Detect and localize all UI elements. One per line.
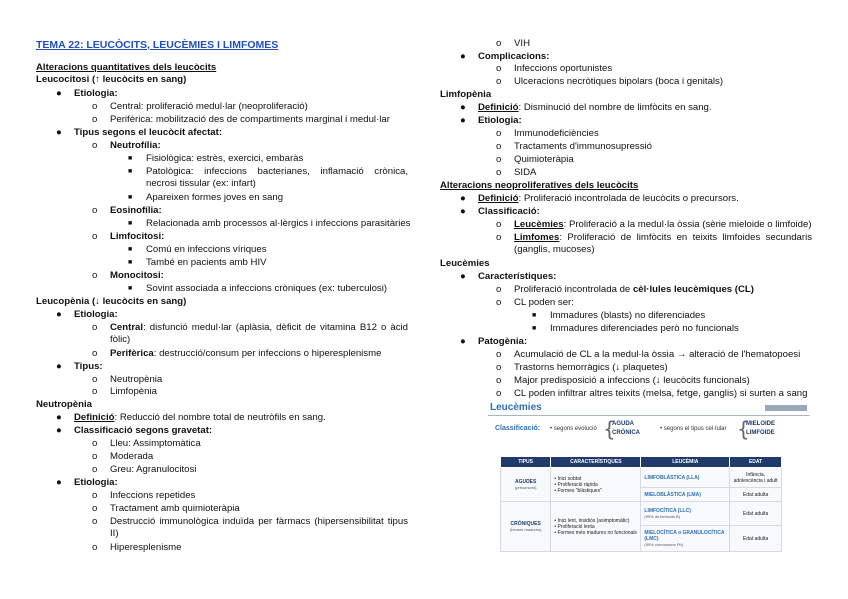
- list-item: Quimioteràpia: [514, 154, 574, 165]
- bullet-disc: ●: [56, 477, 62, 488]
- definicio-label: Definició: [478, 102, 519, 113]
- bullet-circle: o: [92, 490, 98, 501]
- patogenia-label: Patogènia:: [478, 336, 528, 347]
- periferica-text: : destrucció/consum per infeccions o hiperesplenisme: [153, 348, 382, 359]
- bullet-circle: o: [92, 114, 98, 125]
- list-item: Central: proliferació medul·lar (neoproliferació): [110, 101, 308, 112]
- list-item: Hiperesplenisme: [110, 542, 182, 553]
- leucemies-label: Leucèmies: [514, 219, 564, 230]
- bullet-square: ■: [128, 168, 133, 175]
- list-item: CL poden infiltrar altres teixits (melsa, fetge, ganglis) si surten a sang: [514, 388, 808, 399]
- bullet-circle: o: [92, 140, 98, 151]
- bullet-circle: o: [496, 38, 502, 49]
- logo: [765, 405, 807, 411]
- list-item: [514, 232, 812, 256]
- bullet-circle: o: [92, 542, 98, 553]
- divider: [488, 415, 810, 416]
- mieloide-label: MIELOIDE: [746, 421, 776, 427]
- list-item: [478, 102, 712, 114]
- list-item: Relacionada amb processos al·lèrgics i infeccions parasitàries: [146, 218, 411, 229]
- leucopenia-heading: Leucopènia (↓ leucòcits en sang): [36, 296, 187, 307]
- bullet-disc: ●: [56, 425, 62, 436]
- list-item: Comú en infeccions víriques: [146, 244, 267, 255]
- leucemia-name: LIMFOCÍTICA (LLC): [644, 508, 691, 514]
- bullet-disc: ●: [460, 51, 466, 62]
- bullet-circle: o: [92, 101, 98, 112]
- page-title: TEMA 22: LEUCÒCITS, LEUCÈMIES I LIMFOMES: [36, 39, 279, 51]
- bullet-circle: o: [496, 141, 502, 152]
- leucemia-sub: (95% de limfòcits B): [644, 514, 680, 519]
- bullet-circle: o: [92, 503, 98, 514]
- bullet-circle: o: [92, 348, 98, 359]
- classificacio-figure-label: Classificació:: [495, 425, 541, 432]
- leucemies-table: [500, 456, 782, 552]
- bullet-disc: ●: [460, 336, 466, 347]
- bullet-square: ■: [532, 312, 537, 319]
- aguda-label: AGUDA: [612, 421, 634, 427]
- edat-cell: Edat adulta: [730, 488, 782, 502]
- header-leucemia: LEUCÈMIA: [641, 457, 730, 468]
- definicio-text: : Proliferació incontrolada de leucòcits o precursors.: [518, 193, 739, 204]
- bullet-disc: ●: [460, 271, 466, 282]
- list-item: [514, 219, 812, 231]
- list-item: També en pacients amb HIV: [146, 257, 267, 268]
- bullet-square: ■: [128, 246, 133, 253]
- leucemia-name: MIELOCÍTICA o GRANULOCÍTICA (LMC): [644, 530, 725, 542]
- bullet-circle: o: [92, 374, 98, 385]
- list-item: Apareixen formes joves en sang: [146, 192, 284, 203]
- edat-cell: Edat adulta: [730, 526, 782, 552]
- leucemia-cell: MIELOBLÀSTICA (LMA): [641, 488, 730, 502]
- leucemies-text: : Proliferació a la medul·la òssia (sèrie mieloide o limfoide): [563, 219, 812, 230]
- list-item: Immunodeficiències: [514, 128, 599, 139]
- cronica-label: CRÒNICA: [612, 430, 640, 436]
- bullet-disc: ●: [460, 206, 466, 217]
- limfocitosi-label: Limfocitosi:: [110, 231, 165, 242]
- bullet-square: ■: [128, 220, 133, 227]
- header-caracteristiques: CARACTERÍSTIQUES: [551, 457, 641, 468]
- bullet-circle: o: [496, 167, 502, 178]
- limfopenia-heading: Limfopènia: [440, 89, 492, 100]
- list-item: CL poden ser:: [514, 297, 574, 308]
- list-item: VIH: [514, 38, 530, 49]
- tipus-name: AGUDES: [514, 479, 537, 485]
- caracteristica-item: • Inici sobtat: [554, 475, 582, 482]
- leucemia-cell: LIMFOBLÀSTICA (LLA): [641, 468, 730, 488]
- list-item: Sovint associada a infeccions cròniques (ex: tuberculosi): [146, 283, 388, 294]
- definicio-label: Definició: [74, 412, 115, 423]
- bullet-circle: o: [496, 388, 502, 399]
- limfomes-label: Limfomes: [514, 232, 560, 243]
- bullet-circle: o: [92, 322, 98, 333]
- list-item: Tractaments d'immunosupressió: [514, 141, 652, 152]
- list-item: Neutropènia: [110, 374, 163, 385]
- definicio-text: : Disminució del nombre de limfòcits en sang.: [518, 102, 712, 113]
- bullet-square: ■: [532, 325, 537, 332]
- list-item: SIDA: [514, 167, 537, 178]
- bullet-circle: o: [496, 63, 502, 74]
- central-label: Central: [110, 322, 144, 333]
- caracteristica-item: • Formes més madures no funcionals: [554, 529, 637, 536]
- list-item: [74, 412, 326, 424]
- bullet-circle: o: [92, 270, 98, 281]
- classificacio-gravetat-label: Classificació segons gravetat:: [74, 425, 213, 436]
- cl-term: cèl·lules leucèmiques (CL): [632, 284, 754, 295]
- list-item: [514, 284, 754, 296]
- eosinofilia-label: Eosinofília:: [110, 205, 162, 216]
- tipus-cell: [501, 502, 551, 552]
- list-item: Major predisposició a infeccions (↓ leucòcits funcionals): [514, 375, 750, 386]
- tipus-name: CRÒNIQUES: [510, 521, 541, 527]
- bullet-circle: o: [496, 349, 502, 360]
- list-item: Ulceracions necròtiques bipolars (boca i genitals): [514, 76, 724, 87]
- bullet-circle: o: [496, 284, 502, 295]
- caracteristica-item: • Inici lent, insidiós (asimptomàtic): [554, 517, 630, 524]
- header-tipus: TIPUS: [501, 457, 551, 468]
- tipus-sub: (formes madures): [509, 527, 542, 532]
- bullet-circle: o: [92, 231, 98, 242]
- bullet-circle: o: [496, 362, 502, 373]
- central-text: : disfunció medul·lar (aplàsia, dèficit de vitamina B12 o àcid fòlic): [110, 322, 408, 345]
- list-item: Greu: Agranulocitosi: [110, 464, 197, 475]
- figure-title: Leucèmies: [490, 402, 542, 413]
- bullet-circle: o: [496, 232, 502, 243]
- list-item: Patològica: infeccions bacterianes, inflamació crònica, necrosi tissular (ex: infart): [146, 166, 408, 189]
- list-item: Infeccions repetides: [110, 490, 196, 501]
- bullet-disc: ●: [56, 309, 62, 320]
- definicio-text: : Reducció del nombre total de neutròfils en sang.: [114, 412, 326, 423]
- table-header-row: [501, 457, 782, 468]
- list-item: Immadures diferenciades però no funcionals: [550, 323, 739, 334]
- bullet-square: ■: [128, 259, 133, 266]
- etiologia-label: Etiologia:: [74, 477, 118, 488]
- list-item: Fisiològica: estrès, exercici, embaràs: [146, 153, 304, 164]
- bullet-circle: o: [496, 154, 502, 165]
- list-item: Immadures (blasts) no diferenciades: [550, 310, 706, 321]
- segons-evolucio: • segons evolució: [550, 426, 597, 432]
- bullet-square: ■: [128, 285, 133, 292]
- classificacio-label: Classificació:: [478, 206, 540, 217]
- bullet-circle: o: [92, 205, 98, 216]
- caracteristiques-cell: [551, 502, 641, 552]
- list-item: Destrucció immunològica induïda per fàrmacs (hipersensibilitat tipus II): [110, 516, 408, 539]
- list-item: Moderada: [110, 451, 154, 462]
- list-item: [110, 322, 408, 346]
- list-item: Acumulació de CL a la medul·la òssia → alteració de l'hematopoesi: [514, 349, 801, 360]
- list-item: Infeccions oportunistes: [514, 63, 613, 74]
- table-row: [501, 502, 782, 526]
- caracteristica-item: • Formes "blàstiques": [554, 487, 602, 494]
- etiologia-label: Etiologia:: [74, 88, 118, 99]
- table-row: [501, 468, 782, 488]
- caracteristiques-cell: [551, 468, 641, 502]
- caracteristica-item: • Proliferació ràpida: [554, 481, 598, 488]
- monocitosi-label: Monocitosi:: [110, 270, 164, 281]
- brace: {: [737, 417, 750, 441]
- caracteristiques-label: Característiques:: [478, 271, 557, 282]
- list-item: Perifèrica: mobilització des de compartiments marginal i medul·lar: [110, 114, 390, 125]
- bullet-disc: ●: [56, 412, 62, 423]
- leucemies-heading: Leucèmies: [440, 258, 490, 269]
- definicio-label: Definició: [478, 193, 519, 204]
- caracteristica-item: • Proliferació lenta: [554, 523, 595, 530]
- neutropenia-heading: Neutropènia: [36, 399, 92, 410]
- list-item: [478, 193, 739, 205]
- leucemia-cell: [641, 526, 730, 552]
- bullet-circle: o: [92, 464, 98, 475]
- list-item: Tractament amb quimioteràpia: [110, 503, 240, 514]
- brace: {: [603, 417, 616, 441]
- leucemia-sub: (90% cromosoma Ph): [644, 542, 684, 547]
- list-item: [110, 348, 381, 360]
- neoprolif-heading: Alteracions neoproliferatives dels leucòcits: [440, 180, 639, 191]
- etiologia-label: Etiologia:: [74, 309, 118, 320]
- leucemia-cell: [641, 502, 730, 526]
- neutrofilia-label: Neutrofília:: [110, 140, 161, 151]
- bullet-circle: o: [92, 516, 98, 527]
- leucocitosi-heading: Leucocitosi (↑ leucòcits en sang): [36, 74, 187, 85]
- bullet-circle: o: [496, 375, 502, 386]
- periferica-label: Perifèrica: [110, 348, 154, 359]
- section-heading-alteracions: Alteracions quantitatives dels leucòcits: [36, 62, 217, 73]
- edat-cell: Infància, adolescència i adult: [730, 468, 782, 488]
- bullet-disc: ●: [56, 88, 62, 99]
- bullet-disc: ●: [460, 115, 466, 126]
- tipus-label: Tipus:: [74, 361, 103, 372]
- complicacions-label: Complicacions:: [478, 51, 550, 62]
- tipus-segons-label: Tipus segons el leucòcit afectat:: [74, 127, 223, 138]
- bullet-circle: o: [92, 438, 98, 449]
- prolif-text: Proliferació incontrolada de: [514, 284, 633, 295]
- etiologia-label: Etiologia:: [478, 115, 522, 126]
- edat-cell: Edat adulta: [730, 502, 782, 526]
- list-item: Lleu: Assimptomàtica: [110, 438, 201, 449]
- header-edat: EDAT: [730, 457, 782, 468]
- bullet-disc: ●: [56, 361, 62, 372]
- limfoide-label: LIMFOIDE: [746, 430, 775, 436]
- bullet-disc: ●: [460, 193, 466, 204]
- bullet-circle: o: [92, 386, 98, 397]
- bullet-disc: ●: [460, 102, 466, 113]
- bullet-circle: o: [92, 451, 98, 462]
- tipus-cell: [501, 468, 551, 502]
- bullet-square: ■: [128, 194, 133, 201]
- segons-tipus: • segons el tipus cel·lular: [660, 426, 727, 432]
- bullet-circle: o: [496, 219, 502, 230]
- list-item: Limfopènia: [110, 386, 157, 397]
- bullet-circle: o: [496, 128, 502, 139]
- bullet-square: ■: [128, 155, 133, 162]
- list-item: Trastorns hemorràgics (↓ plaquetes): [514, 362, 668, 373]
- bullet-circle: o: [496, 76, 502, 87]
- limfomes-text: : Proliferació de limfòcits en teixits limfoides secundaris (ganglis, mucoses): [514, 232, 812, 255]
- bullet-disc: ●: [56, 127, 62, 138]
- bullet-circle: o: [496, 297, 502, 308]
- tipus-sub: (precursors): [514, 485, 537, 490]
